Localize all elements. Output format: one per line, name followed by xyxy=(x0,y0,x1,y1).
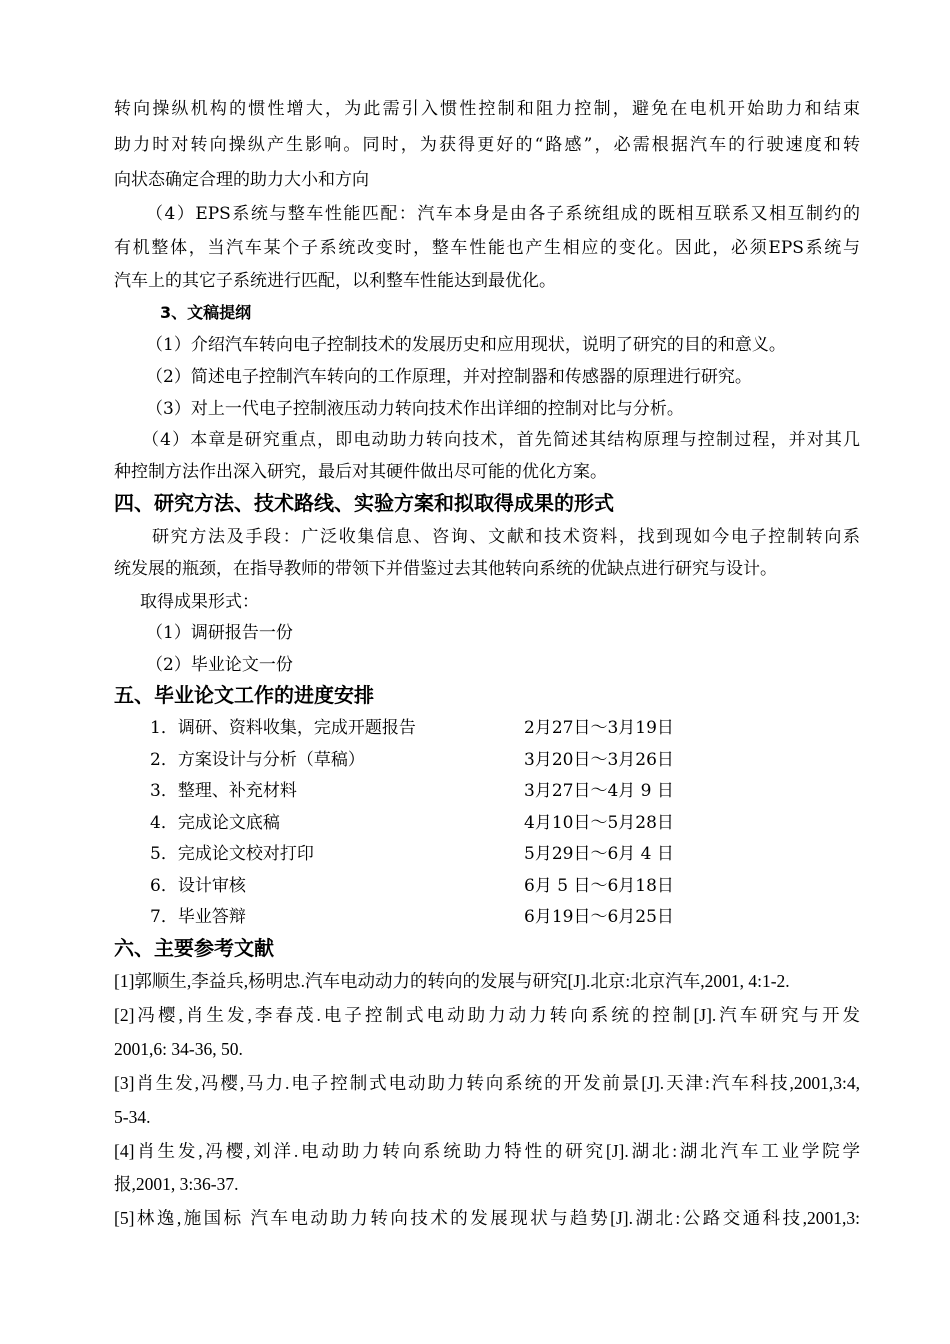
section5-heading: 五、毕业论文工作的进度安排 xyxy=(114,683,374,707)
schedule-task: 4．完成论文底稿 xyxy=(150,813,280,833)
result-label: 取得成果形式： xyxy=(140,592,259,612)
method-line: 研究方法及手段：广泛收集信息、咨询、文献和技术资料，找到现如今电子控制转向系 xyxy=(152,527,860,547)
reference-line: 5-34. xyxy=(114,1107,151,1127)
intro-line: 向状态确定合理的助力大小和方向 xyxy=(114,170,369,190)
outline-item: （3）对上一代电子控制液压动力转向技术作出详细的控制对比与分析。 xyxy=(146,399,684,419)
schedule-task: 3．整理、补充材料 xyxy=(150,781,297,801)
outline-title: 3、文稿提纲 xyxy=(160,303,252,322)
schedule-task: 6．设计审核 xyxy=(150,876,246,896)
schedule-date: 6月19日～6月25日 xyxy=(524,907,674,927)
result-item: （2）毕业论文一份 xyxy=(146,655,293,675)
section6-heading: 六、主要参考文献 xyxy=(114,936,274,960)
outline-item: （1）介绍汽车转向电子控制技术的发展历史和应用现状，说明了研究的目的和意义。 xyxy=(146,335,786,355)
intro-line: 转向操纵机构的惯性增大，为此需引入惯性控制和阻力控制，避免在电机开始助力和结束 xyxy=(114,99,860,119)
schedule-date: 4月10日～5月28日 xyxy=(524,813,674,833)
reference-line: [1]郭顺生,李益兵,杨明忠.汽车电动动力的转向的发展与研究[J].北京:北京汽车,2001, 4:1-2. xyxy=(114,971,790,991)
schedule-date: 3月20日～3月26日 xyxy=(524,750,674,770)
reference-line: 2001,6: 34-36, 50. xyxy=(114,1039,243,1059)
schedule-task: 7．毕业答辩 xyxy=(150,907,246,927)
point4-line: 有机整体，当汽车某个子系统改变时，整车性能也产生相应的变化。因此，必须EPS系统与 xyxy=(114,238,860,258)
result-item: （1）调研报告一份 xyxy=(146,623,293,643)
schedule-task: 5．完成论文校对打印 xyxy=(150,844,314,864)
section4-heading: 四、研究方法、技术路线、实验方案和拟取得成果的形式 xyxy=(114,491,614,515)
schedule-date: 5月29日～6月 4 日 xyxy=(524,844,674,864)
method-line: 统发展的瓶颈，在指导教师的带领下并借鉴过去其他转向系统的优缺点进行研究与设计。 xyxy=(114,559,777,579)
intro-line: 助力时对转向操纵产生影响。同时，为获得更好的“路感”，必需根据汽车的行驶速度和转 xyxy=(114,135,860,155)
reference-line: [3]肖生发,冯樱,马力.电子控制式电动助力转向系统的开发前景[J].天津:汽车科技,2001,3:4, xyxy=(114,1073,860,1093)
schedule-task: 1．调研、资料收集，完成开题报告 xyxy=(150,718,416,738)
reference-line: 报,2001, 3:36-37. xyxy=(114,1174,239,1194)
reference-line: [4]肖生发,冯樱,刘洋.电动助力转向系统助力特性的研究[J].湖北:湖北汽车工业学院学 xyxy=(114,1141,860,1161)
reference-line: [2]冯樱,肖生发,李春茂.电子控制式电动助力动力转向系统的控制[J].汽车研究与开发 xyxy=(114,1005,860,1025)
schedule-date: 2月27日～3月19日 xyxy=(524,718,674,738)
outline-item: （2）简述电子控制汽车转向的工作原理，并对控制器和传感器的原理进行研究。 xyxy=(146,367,752,387)
outline-item4-line: 种控制方法作出深入研究，最后对其硬件做出尽可能的优化方案。 xyxy=(114,462,607,482)
outline-item4-line: （4）本章是研究重点，即电动助力转向技术，首先简述其结构原理与控制过程，并对其几 xyxy=(142,430,860,450)
reference-line: [5]林逸,施国标 汽车电动助力转向技术的发展现状与趋势[J].湖北:公路交通科技,2001,3: xyxy=(114,1208,860,1228)
schedule-task: 2．方案设计与分析（草稿） xyxy=(150,750,365,770)
schedule-date: 6月 5 日～6月18日 xyxy=(524,876,674,896)
schedule-date: 3月27日～4月 9 日 xyxy=(524,781,674,801)
point4-line: （4）EPS系统与整车性能匹配：汽车本身是由各子系统组成的既相互联系又相互制约的 xyxy=(146,204,860,224)
point4-line: 汽车上的其它子系统进行匹配，以利整车性能达到最优化。 xyxy=(114,271,556,291)
